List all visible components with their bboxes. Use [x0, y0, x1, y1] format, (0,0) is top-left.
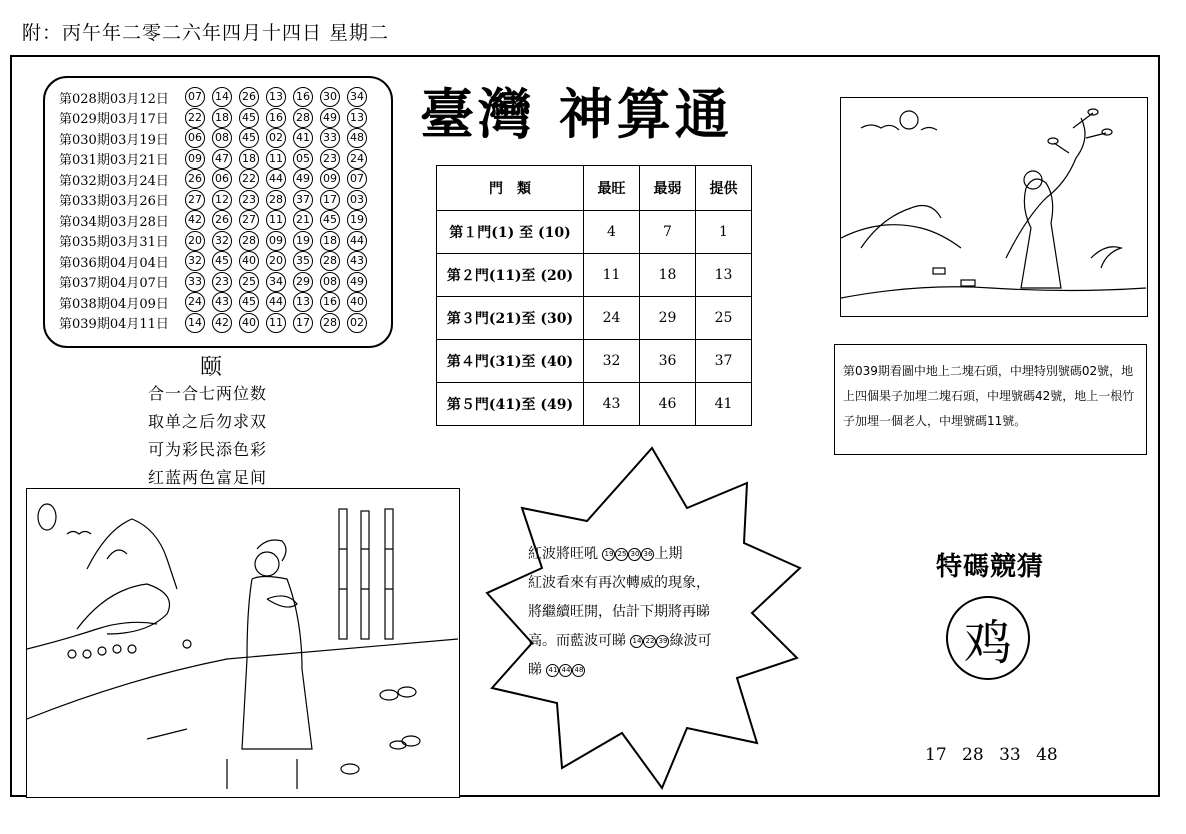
number-ball: 16 — [293, 87, 313, 107]
header-min: 最弱 — [640, 166, 696, 211]
star-text-segment: 紅波將旺吼 — [528, 546, 598, 562]
min-cell: 18 — [640, 254, 696, 297]
number-ball: 45 — [239, 128, 259, 148]
number-ball: 33 — [185, 272, 205, 292]
draw-label: 第034期03月28日 — [59, 214, 169, 230]
number-ball: 21 — [293, 210, 313, 230]
max-cell: 43 — [584, 383, 640, 426]
number-ball: 02 — [266, 128, 286, 148]
gate-cell: 第２門(11)至 (20) — [437, 254, 584, 297]
number-ball: 14 — [212, 87, 232, 107]
draw-label: 第028期03月12日 — [59, 91, 169, 107]
offer-cell: 41 — [696, 383, 752, 426]
number-ball: 45 — [239, 292, 259, 312]
table-row — [437, 340, 752, 383]
number-ball: 02 — [347, 313, 367, 333]
number-ball: 49 — [347, 272, 367, 292]
number-ball: 11 — [266, 313, 286, 333]
draw-row — [59, 313, 374, 333]
number-ball: 19 — [347, 210, 367, 230]
draw-label: 第033期03月26日 — [59, 194, 169, 209]
number-ball: 43 — [347, 251, 367, 271]
draw-row — [59, 108, 374, 128]
draw-history-box — [43, 76, 393, 348]
scholar-drawing — [27, 489, 458, 796]
star-commentary — [528, 540, 760, 685]
number-ball: 18 — [239, 149, 259, 169]
number-ball: 26 — [212, 210, 232, 230]
draw-label: 第029期03月17日 — [59, 112, 169, 127]
number-ball: 44 — [266, 169, 286, 189]
star-text-segment: 高。而藍波可睇 — [528, 633, 626, 649]
min-cell: 7 — [640, 211, 696, 254]
draw-row — [59, 149, 374, 169]
gate-cell: 第５門(41)至 (49) — [437, 383, 584, 426]
number-ball: 47 — [212, 149, 232, 169]
sage-illustration — [840, 97, 1148, 317]
number-ball: 28 — [239, 231, 259, 251]
draw-row — [59, 231, 374, 251]
number-ball: 14 — [185, 313, 205, 333]
min-cell: 36 — [640, 340, 696, 383]
offer-cell: 1 — [696, 211, 752, 254]
star-line: 紅波看來有再次轉威的現象， — [528, 575, 710, 591]
number-ball: 22 — [185, 108, 205, 128]
draw-label: 第032期03月24日 — [59, 173, 169, 189]
number-ball: 40 — [347, 292, 367, 312]
table-row — [437, 383, 752, 426]
number-ball: 30 — [320, 87, 340, 107]
draw-row — [59, 272, 374, 292]
number-ball: 36 — [641, 548, 654, 561]
number-ball: 28 — [320, 313, 340, 333]
number-ball: 49 — [293, 169, 313, 189]
number-ball: 13 — [347, 108, 367, 128]
number-ball: 33 — [320, 128, 340, 148]
number-ball: 41 — [546, 664, 559, 677]
number-ball: 05 — [293, 149, 313, 169]
number-ball: 28 — [266, 190, 286, 210]
number-ball: 40 — [239, 313, 259, 333]
poem-line: 取单之后勿求双 — [148, 412, 268, 431]
number-ball: 09 — [266, 231, 286, 251]
draw-row — [59, 87, 374, 107]
number-ball: 28 — [293, 108, 313, 128]
draw-row — [59, 128, 374, 148]
guess-title: 特碼競猜 — [936, 552, 1045, 582]
max-cell: 11 — [584, 254, 640, 297]
moon-icon — [38, 504, 56, 530]
poem-line: 可为彩民添色彩 — [148, 440, 268, 459]
number-ball: 45 — [320, 210, 340, 230]
header-gate: 門 類 — [437, 166, 584, 211]
number-ball: 44 — [347, 231, 367, 251]
draw-row — [59, 169, 374, 189]
draw-label: 第039期04月11日 — [59, 317, 169, 332]
number-ball: 22 — [239, 169, 259, 189]
number-ball: 23 — [320, 149, 340, 169]
number-ball: 09 — [320, 169, 340, 189]
star-line — [528, 627, 760, 656]
riddle-text-box — [834, 344, 1147, 455]
zodiac-badge — [946, 596, 1030, 680]
table-row — [437, 211, 752, 254]
number-ball: 07 — [347, 169, 367, 189]
number-ball: 28 — [320, 251, 340, 271]
sage-drawing — [841, 98, 1146, 315]
number-ball: 37 — [293, 190, 313, 210]
number-ball: 09 — [185, 149, 205, 169]
max-cell: 32 — [584, 340, 640, 383]
number-ball: 22 — [643, 635, 656, 648]
number-ball: 43 — [212, 292, 232, 312]
number-ball: 49 — [320, 108, 340, 128]
max-cell: 24 — [584, 297, 640, 340]
number-ball: 20 — [266, 251, 286, 271]
star-line: 將繼續旺開，估計下期將再睇 — [528, 604, 710, 620]
table-header-row — [437, 166, 752, 211]
number-ball: 17 — [320, 190, 340, 210]
number-ball: 30 — [628, 548, 641, 561]
draw-label: 第035期03月31日 — [59, 235, 169, 250]
number-ball: 35 — [293, 251, 313, 271]
number-ball: 11 — [266, 210, 286, 230]
max-cell: 4 — [584, 211, 640, 254]
header-date: 附：丙午年二零二六年四月十四日 星期二 — [22, 22, 390, 44]
number-ball: 24 — [185, 292, 205, 312]
number-ball: 18 — [320, 231, 340, 251]
number-ball: 25 — [239, 272, 259, 292]
number-ball: 23 — [239, 190, 259, 210]
number-ball: 12 — [212, 190, 232, 210]
gate-cell: 第３門(21)至 (30) — [437, 297, 584, 340]
draw-label: 第038期04月09日 — [59, 296, 169, 312]
number-ball: 44 — [266, 292, 286, 312]
number-ball: 32 — [185, 251, 205, 271]
number-ball: 08 — [212, 128, 232, 148]
number-ball: 24 — [347, 149, 367, 169]
number-ball: 34 — [266, 272, 286, 292]
offer-cell: 37 — [696, 340, 752, 383]
number-ball: 08 — [320, 272, 340, 292]
number-ball: 48 — [572, 664, 585, 677]
draw-row — [59, 210, 374, 230]
header-max: 最旺 — [584, 166, 640, 211]
number-ball: 45 — [239, 108, 259, 128]
number-ball: 23 — [212, 272, 232, 292]
draw-label: 第037期04月07日 — [59, 276, 169, 291]
star-line — [528, 656, 760, 685]
number-ball: 39 — [656, 635, 669, 648]
number-ball: 40 — [239, 251, 259, 271]
number-ball: 27 — [185, 190, 205, 210]
min-cell: 29 — [640, 297, 696, 340]
number-ball: 29 — [293, 272, 313, 292]
number-ball: 34 — [347, 87, 367, 107]
star-text-segment: 綠波可 — [669, 633, 712, 649]
poem-line: 合一合七两位数 — [148, 384, 268, 403]
number-ball: 41 — [293, 128, 313, 148]
draw-label: 第036期04月04日 — [59, 255, 169, 271]
offer-cell: 25 — [696, 297, 752, 340]
number-ball: 16 — [266, 108, 286, 128]
number-ball: 42 — [212, 313, 232, 333]
number-ball: 45 — [212, 251, 232, 271]
draw-label: 第031期03月21日 — [59, 153, 169, 168]
number-ball: 42 — [185, 210, 205, 230]
gate-cell: 第１門(1) 至 (10) — [437, 211, 584, 254]
number-ball: 32 — [212, 231, 232, 251]
min-cell: 46 — [640, 383, 696, 426]
number-ball: 13 — [266, 87, 286, 107]
number-ball: 20 — [185, 231, 205, 251]
table-row — [437, 297, 752, 340]
number-ball: 17 — [293, 313, 313, 333]
poem-title: 颐 — [200, 355, 223, 380]
number-ball: 07 — [185, 87, 205, 107]
number-ball: 26 — [239, 87, 259, 107]
draw-label: 第030期03月19日 — [59, 132, 169, 148]
table-row — [437, 254, 752, 297]
number-ball: 11 — [266, 149, 286, 169]
number-ball: 44 — [559, 664, 572, 677]
number-ball: 06 — [212, 169, 232, 189]
number-ball: 27 — [239, 210, 259, 230]
number-ball: 03 — [347, 190, 367, 210]
star-text-segment: 上期 — [654, 546, 683, 562]
gate-cell: 第４門(31)至 (40) — [437, 340, 584, 383]
moon-icon — [900, 111, 918, 129]
number-ball: 18 — [212, 108, 232, 128]
star-line — [528, 540, 760, 569]
number-ball: 13 — [293, 292, 313, 312]
draw-row — [59, 251, 374, 271]
number-ball: 19 — [602, 548, 615, 561]
poem-line: 红蓝两色富足间 — [148, 468, 268, 487]
star-text-segment: 睇 — [528, 662, 542, 678]
riddle-text: 第039期看圖中地上二塊石頭，中埋特別號碼02號，地上四個果子加埋二塊石頭，中埋號碼42號，地上一根竹子加埋一個老人，中埋號碼11號。 — [843, 364, 1135, 428]
draw-row — [59, 190, 374, 210]
gate-stats-table — [436, 165, 752, 426]
number-ball: 16 — [320, 292, 340, 312]
draw-row — [59, 292, 374, 312]
number-ball: 25 — [615, 548, 628, 561]
number-ball: 48 — [347, 128, 367, 148]
number-ball: 06 — [185, 128, 205, 148]
header-offer: 提供 — [696, 166, 752, 211]
offer-cell: 13 — [696, 254, 752, 297]
number-ball: 19 — [293, 231, 313, 251]
number-ball: 14 — [630, 635, 643, 648]
zodiac-numbers: 17 28 33 48 — [925, 745, 1058, 765]
main-title: 臺灣 神算通 — [420, 82, 733, 146]
number-ball: 26 — [185, 169, 205, 189]
zodiac-character: 鸡 — [963, 614, 1012, 671]
scholar-illustration — [26, 488, 460, 798]
